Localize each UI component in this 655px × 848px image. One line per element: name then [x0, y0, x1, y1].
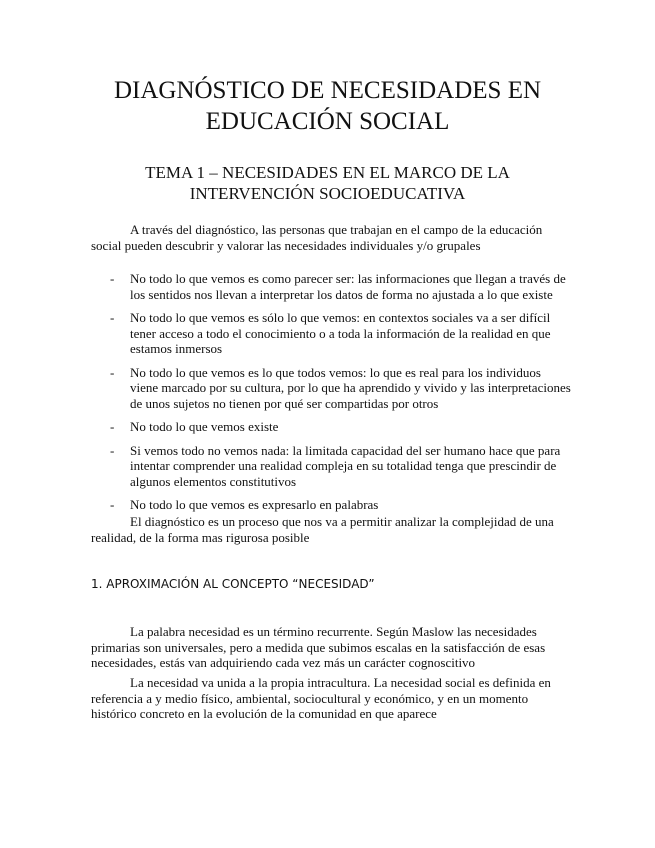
bullet-list: [91, 271, 571, 521]
list-item: [91, 419, 571, 435]
maslow-paragraph: [91, 624, 571, 671]
conclusion-paragraph: [91, 514, 571, 545]
bullet-marker: -: [110, 364, 115, 380]
conclusion-text: El diagnóstico es un proceso que nos va a permitir analizar la complejidad de una realidad, de la forma mas rigurosa posible: [91, 514, 554, 545]
subtitle-line-2: INTERVENCIÓN SOCIOEDUCATIVA: [189, 184, 466, 203]
title-line-1: DIAGNÓSTICO DE NECESIDADES EN: [113, 77, 542, 104]
bullet-text: No todo lo que vemos es sólo lo que vemos: en contextos sociales va a ser difícil tener acceso a todo el conocimiento o a toda la información de la realidad en que estamos inmersos: [130, 310, 551, 356]
section-heading: 1. APROXIMACIÓN AL CONCEPTO “NECESIDAD”: [91, 577, 375, 591]
intracultura-paragraph: [91, 675, 571, 722]
bullet-text: No todo lo que vemos es expresarlo en palabras: [130, 497, 379, 512]
bullet-marker: -: [110, 419, 115, 434]
intracultura-text: La necesidad va unida a la propia intracultura. La necesidad social es definida en referencia a y medio físico, ambiental, sociocultural y económico, y en un momento histórico concreto en la evolución de la comunidad en que aparece: [91, 675, 551, 721]
list-item: [91, 271, 571, 302]
document-title: [60, 75, 595, 137]
title-line-2: EDUCACIÓN SOCIAL: [205, 108, 450, 135]
bullet-text: No todo lo que vemos es lo que todos vemos: lo que es real para los individuos viene marcado por su cultura, por lo que ha aprendido y vivido y las interpretaciones de unos sujetos no tienen por qué ser compartidas por otros: [130, 364, 571, 411]
list-item: [91, 443, 571, 490]
intro-paragraph: [91, 222, 571, 253]
maslow-text: La palabra necesidad es un término recurrente. Según Maslow las necesidades primarias son universales, pero a medida que subimos escalas en la satisfacción de esas necesidades, estás van adquiriendo cada vez más un carácter cognoscitivo: [91, 624, 546, 670]
document-subtitle: [60, 162, 595, 204]
bullet-text: No todo lo que vemos es como parecer ser: las informaciones que llegan a través de los sentidos nos llevan a interpretar los datos de forma no ajustada a lo que existe: [130, 271, 566, 302]
list-item: [91, 310, 571, 357]
subtitle-line-1: TEMA 1 – NECESIDADES EN EL MARCO DE LA: [145, 163, 510, 182]
bullet-marker: -: [110, 442, 115, 458]
bullet-text: Si vemos todo no vemos nada: la limitada capacidad del ser humano hace que para intentar comprender una realidad compleja en su totalidad tenga que prescindir de algunos elementos constitutivos: [130, 442, 561, 489]
list-item: [91, 365, 571, 412]
bullet-marker: -: [110, 310, 115, 325]
list-item: [91, 497, 571, 513]
intro-text: A través del diagnóstico, las personas que trabajan en el campo de la educación social pueden descubrir y valorar las necesidades individuales y/o grupales: [91, 222, 543, 253]
bullet-marker: -: [110, 497, 115, 512]
bullet-text: No todo lo que vemos existe: [130, 419, 279, 434]
bullet-marker: -: [110, 271, 115, 286]
